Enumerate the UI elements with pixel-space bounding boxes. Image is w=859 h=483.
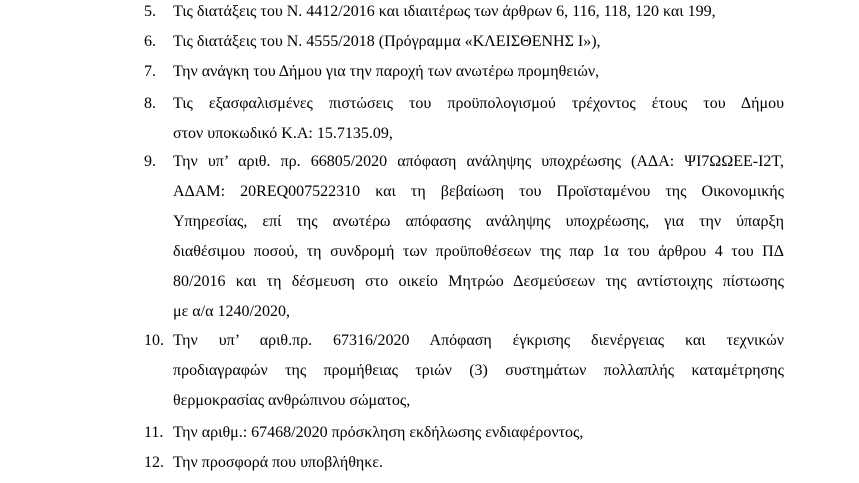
list-item-number: 5. — [144, 3, 156, 20]
text-line: 80/2016 και τη δέσμευση στο οικείο Μητρώο Δεσμεύσεων της αντίστοιχης πίστωσης — [173, 273, 784, 290]
text-line: Την ανάγκη του Δήμου για την παροχή των ανωτέρω προμηθειών, — [173, 63, 600, 80]
text-line: διαθέσιμου ποσού, τη συνδρομή των προϋποθέσεων της παρ 1α του άρθρου 4 του ΠΔ — [173, 243, 784, 260]
list-item-number: 12. — [144, 454, 164, 471]
list-item-text — [173, 326, 784, 416]
list-item-number: 8. — [144, 95, 156, 112]
list-item-text — [173, 147, 784, 327]
list-item-text — [173, 418, 784, 448]
text-line: Υπηρεσίας, επί της ανωτέρω απόφασης ανάληψης υποχρέωσης, για την ύπαρξη — [173, 213, 784, 230]
text-line: Την υπ’ αριθ.πρ. 67316/2020 Απόφαση έγκρισης διενέργειας και τεχνικών — [173, 332, 784, 349]
list-item-number: 11. — [144, 424, 164, 441]
text-line: στον υποκωδικό Κ.Α: 15.7135.09, — [173, 125, 393, 142]
text-line: Τις διατάξεις του Ν. 4412/2016 και ιδιαιτέρως των άρθρων 6, 116, 118, 120 και 199, — [173, 3, 716, 20]
list-item-text — [173, 57, 784, 87]
text-line: θερμοκρασίας ανθρώπινου σώματος, — [173, 392, 411, 409]
text-line: με α/α 1240/2020, — [173, 303, 290, 320]
list-item-number: 9. — [144, 153, 156, 170]
text-line: ΑΔΑΜ: 20REQ007522310 και τη βεβαίωση του Προϊσταμένου της Οικονομικής — [173, 183, 784, 200]
list-item-text — [173, 89, 784, 149]
list-item-text — [173, 448, 784, 478]
list-item-text — [173, 0, 784, 27]
text-line: Τις εξασφαλισμένες πιστώσεις του προϋπολογισμού τρέχοντος έτους του Δήμου — [173, 95, 784, 112]
list-item-number: 7. — [144, 63, 156, 80]
text-line: Τις διατάξεις του Ν. 4555/2018 (Πρόγραμμα «ΚΛΕΙΣΘΕΝΗΣ Ι»), — [173, 33, 601, 50]
list-item-number: 6. — [144, 33, 156, 50]
text-line: Την αριθμ.: 67468/2020 πρόσκληση εκδήλωσης ενδιαφέροντος, — [173, 424, 584, 441]
list-item-text — [173, 27, 784, 57]
text-line: προδιαγραφών της προμήθειας τριών (3) συστημάτων πολλαπλής καταμέτρησης — [173, 362, 784, 379]
text-line: Την υπ’ αριθ. πρ. 66805/2020 απόφαση ανάληψης υποχρέωσης (ΑΔΑ: ΨΙ7ΩΩΕΕ-Ι2Τ, — [173, 153, 784, 170]
text-line: Την προσφορά που υποβλήθηκε. — [173, 454, 384, 471]
list-item-number: 10. — [144, 332, 164, 349]
